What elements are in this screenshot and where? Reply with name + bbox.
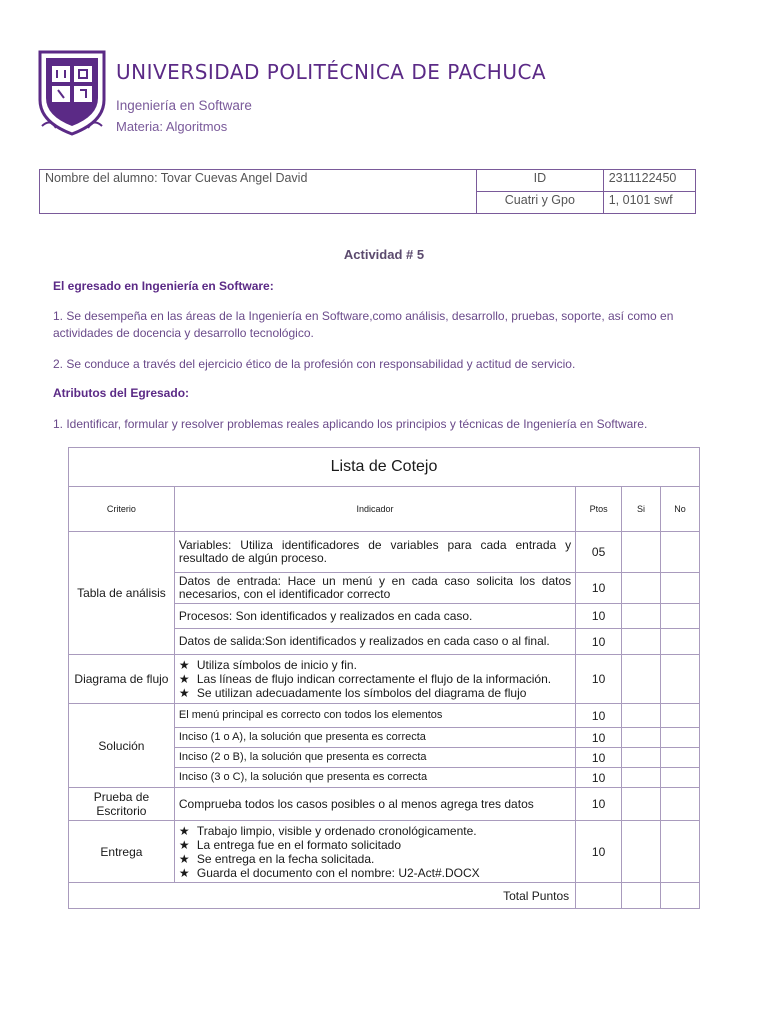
checklist-header-row — [69, 487, 700, 532]
si-cell[interactable] — [622, 821, 661, 883]
header-indicador: Indicador — [174, 487, 575, 532]
indicator-cell: Variables: Utiliza identificadores de variables para cada entrada y resultado de algún proceso. — [174, 532, 575, 573]
no-cell[interactable] — [661, 655, 700, 704]
si-cell[interactable] — [622, 788, 661, 821]
header-no: No — [661, 487, 700, 532]
points-cell: 10 — [576, 655, 622, 704]
indicator-cell: Inciso (3 o C), la solución que presenta es correcta — [174, 768, 575, 788]
attributes-heading: Atributos del Egresado: — [53, 386, 190, 400]
university-name: UNIVERSIDAD POLITÉCNICA DE PACHUCA — [116, 60, 547, 84]
points-cell: 10 — [576, 573, 622, 604]
header-si: Si — [622, 487, 661, 532]
no-cell[interactable] — [661, 532, 700, 573]
indicator-cell: Procesos: Son identificados y realizados en cada caso. — [174, 604, 575, 629]
list-item-text: Utiliza símbolos de inicio y fin. — [196, 658, 357, 672]
header — [36, 48, 736, 144]
total-points-cell[interactable] — [576, 883, 622, 909]
total-si-cell[interactable] — [622, 883, 661, 909]
list-item — [179, 866, 571, 880]
no-cell[interactable] — [661, 768, 700, 788]
university-logo — [36, 48, 108, 138]
subject-name: Materia: Algoritmos — [116, 119, 228, 134]
criterion-prueba-escritorio: Prueba de Escritorio — [69, 788, 175, 821]
list-item — [179, 658, 571, 672]
total-no-cell[interactable] — [661, 883, 700, 909]
group-label: Cuatri y Gpo — [476, 192, 603, 214]
student-name: Nombre del alumno: Tovar Cuevas Angel David — [40, 170, 477, 214]
list-item-text: Se entrega en la fecha solicitada. — [196, 851, 375, 866]
points-cell: 10 — [576, 768, 622, 788]
career-name: Ingeniería en Software — [116, 98, 252, 113]
list-item — [179, 686, 571, 700]
no-cell[interactable] — [661, 728, 700, 748]
criterion-diagrama-flujo: Diagrama de flujo — [69, 655, 175, 704]
list-item — [179, 672, 571, 686]
no-cell[interactable] — [661, 748, 700, 768]
list-item — [179, 838, 571, 852]
star-icon: ★ — [178, 658, 190, 672]
indicator-cell: Datos de salida:Son identificados y realizados en cada caso o al final. — [174, 629, 575, 655]
header-ptos: Ptos — [576, 487, 622, 532]
list-item-text: Se utilizan adecuadamente los símbolos del diagrama de flujo — [196, 686, 527, 700]
list-item-text: Las líneas de flujo indican correctamente el flujo de la información. — [196, 672, 552, 686]
si-cell[interactable] — [622, 604, 661, 629]
no-cell[interactable] — [661, 704, 700, 728]
star-icon: ★ — [178, 686, 190, 700]
table-row — [69, 821, 700, 883]
star-icon: ★ — [178, 672, 190, 686]
table-row — [69, 788, 700, 821]
si-cell[interactable] — [622, 629, 661, 655]
total-label: Total Puntos — [69, 883, 576, 909]
graduate-point-1: 1. Se desempeña en las áreas de la Ingeniería en Software,como análisis, desarrollo, pruebas, soporte, así como en actividades de docencia y desarrollo tecnológico. — [53, 309, 674, 340]
star-icon: ★ — [178, 837, 190, 852]
bullet-list — [179, 824, 571, 880]
indicator-cell: Comprueba todos los casos posibles o al menos agrega tres datos — [174, 788, 575, 821]
no-cell[interactable] — [661, 604, 700, 629]
star-icon: ★ — [178, 823, 190, 838]
criterion-tabla-analisis: Tabla de análisis — [69, 532, 175, 655]
no-cell[interactable] — [661, 821, 700, 883]
list-item-text: Trabajo limpio, visible y ordenado cronológicamente. — [196, 823, 477, 838]
indicator-cell — [174, 821, 575, 883]
si-cell[interactable] — [622, 655, 661, 704]
points-cell: 10 — [576, 821, 622, 883]
list-item — [179, 824, 571, 838]
no-cell[interactable] — [661, 788, 700, 821]
graduate-heading: El egresado en Ingeniería en Software: — [53, 279, 274, 293]
total-row — [69, 883, 700, 909]
star-icon: ★ — [178, 851, 190, 866]
points-cell: 05 — [576, 532, 622, 573]
table-row — [69, 704, 700, 728]
group-value: 1, 0101 swf — [603, 192, 695, 214]
criterion-solucion: Solución — [69, 704, 175, 788]
points-cell: 10 — [576, 728, 622, 748]
si-cell[interactable] — [622, 573, 661, 604]
indicator-cell — [174, 655, 575, 704]
id-label: ID — [476, 170, 603, 192]
table-row — [69, 655, 700, 704]
si-cell[interactable] — [622, 748, 661, 768]
attribute-point-1: 1. Identificar, formular y resolver problemas reales aplicando los principios y técnicas de Ingeniería en Software. — [53, 417, 648, 431]
indicator-cell: Inciso (2 o B), la solución que presenta es correcta — [174, 748, 575, 768]
indicator-cell: Inciso (1 o A), la solución que presenta es correcta — [174, 728, 575, 748]
activity-title: Actividad # 5 — [343, 247, 425, 262]
points-cell: 10 — [576, 704, 622, 728]
student-info-table — [39, 169, 696, 214]
table-row — [69, 532, 700, 573]
indicator-cell: Datos de entrada: Hace un menú y en cada caso solicita los datos necesarios, con el identificador correcto — [174, 573, 575, 604]
indicator-cell: El menú principal es correcto con todos los elementos — [174, 704, 575, 728]
star-icon: ★ — [178, 865, 190, 880]
criterion-entrega: Entrega — [69, 821, 175, 883]
points-cell: 10 — [576, 629, 622, 655]
si-cell[interactable] — [622, 704, 661, 728]
si-cell[interactable] — [622, 728, 661, 748]
list-item-text: Guarda el documento con el nombre: U2-Act#.DOCX — [196, 865, 480, 880]
si-cell[interactable] — [622, 532, 661, 573]
no-cell[interactable] — [661, 573, 700, 604]
id-value: 2311122450 — [603, 170, 695, 192]
header-criterio: Criterio — [69, 487, 175, 532]
bullet-list — [179, 658, 571, 700]
points-cell: 10 — [576, 604, 622, 629]
checklist-table — [68, 447, 700, 909]
points-cell: 10 — [576, 788, 622, 821]
points-cell: 10 — [576, 748, 622, 768]
checklist-title: Lista de Cotejo — [69, 448, 700, 487]
si-cell[interactable] — [622, 768, 661, 788]
list-item — [179, 852, 571, 866]
graduate-point-2: 2. Se conduce a través del ejercicio ético de la profesión con responsabilidad y actitud de servicio. — [53, 357, 576, 371]
list-item-text: La entrega fue en el formato solicitado — [196, 837, 402, 852]
no-cell[interactable] — [661, 629, 700, 655]
